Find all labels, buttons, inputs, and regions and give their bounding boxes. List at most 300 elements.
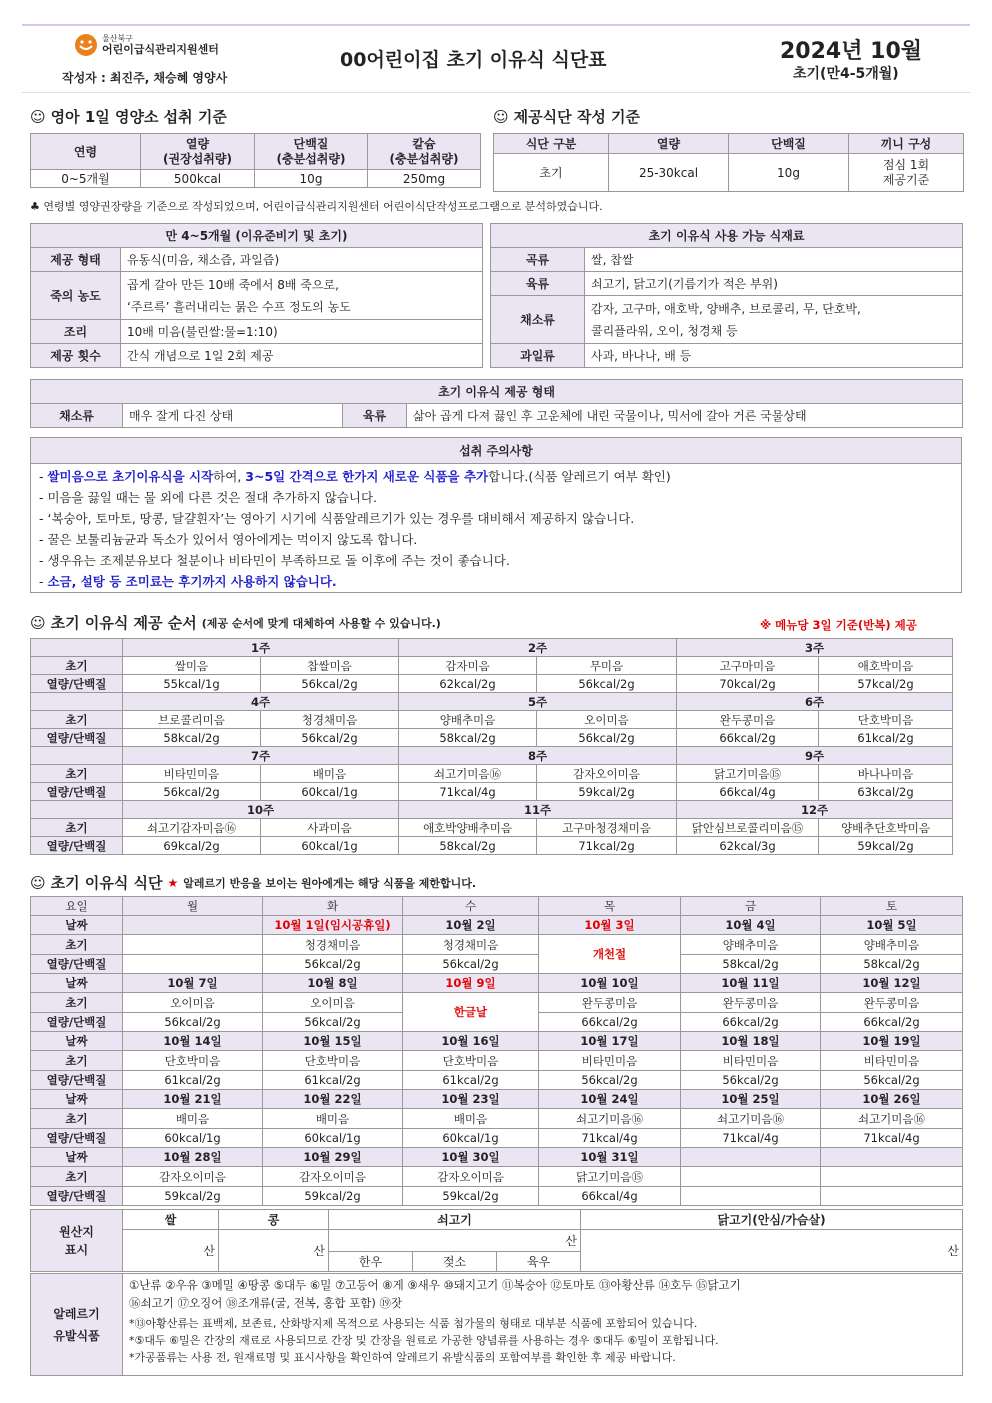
menu-date-row	[31, 1032, 963, 1051]
order-kcal-row	[31, 783, 953, 801]
order-menu: 애호박미음	[819, 657, 953, 675]
order-kcal: 60kcal/1g	[261, 783, 399, 801]
menu-food: 쇠고기미음⑯	[681, 1109, 821, 1129]
order-row-label: 초기	[31, 819, 123, 837]
header-top-line	[22, 24, 970, 26]
menu-date-row	[31, 974, 963, 993]
menu-day-header: 요일	[31, 897, 123, 916]
menu-food: 감자오이미음	[123, 1167, 263, 1187]
provided-table	[493, 133, 963, 192]
menu-date-row	[31, 1090, 963, 1109]
order-menu: 완두콩미음	[677, 711, 819, 729]
origin-beef-label: 쇠고기	[329, 1210, 581, 1230]
order-menu: 찹쌀미음	[261, 657, 399, 675]
menu-food: 완두콩미음	[821, 993, 963, 1013]
page-title: 00어린이집 초기 이유식 식단표	[340, 49, 607, 71]
menu-kcal-label: 열량/단백질	[31, 1187, 123, 1206]
order-week-label: 3주	[677, 639, 953, 657]
order-kcal: 69kcal/2g	[123, 837, 261, 855]
caution-2: 미음을 끓일 때는 물 외에 다른 것은 절대 추가하지 않습니다.	[47, 490, 378, 505]
menu-food: 오이미음	[123, 993, 263, 1013]
menu-date: 10월 10일	[539, 974, 681, 993]
order-menu: 고구마미음	[677, 657, 819, 675]
menu-date: 10월 17일	[539, 1032, 681, 1051]
allergy-label: 알레르기 유발식품	[31, 1274, 123, 1376]
order-row-label: 열량/단백질	[31, 837, 123, 855]
menu-food-label: 초기	[31, 935, 123, 955]
order-week-row	[31, 693, 953, 711]
menu-kcal: 58kcal/2g	[821, 955, 963, 974]
provided-section-heading	[493, 106, 640, 127]
menu-date: 10월 8일	[263, 974, 403, 993]
nutrition-energy: 500kcal	[141, 170, 255, 188]
menu-food-label: 초기	[31, 1109, 123, 1129]
menu-date: 10월 16일	[403, 1032, 539, 1051]
order-week-label: 10주	[123, 801, 399, 819]
form-table	[30, 379, 962, 428]
origin-table	[30, 1209, 962, 1272]
menu-food-row	[31, 1167, 963, 1187]
prep-title: 만 4~5개월 (이유준비기 및 초기)	[31, 224, 483, 248]
order-kcal: 71kcal/4g	[399, 783, 537, 801]
menu-title: 초기 이유식 식단	[50, 874, 163, 892]
caution-item-2: - 미음을 끓일 때는 물 외에 다른 것은 절대 추가하지 않습니다.	[39, 490, 378, 505]
menu-kcal-row	[31, 1071, 963, 1090]
menu-food: 쇠고기미음⑯	[821, 1109, 963, 1129]
menu-kcal: 56kcal/2g	[403, 955, 539, 974]
menu-date: 10월 30일	[403, 1148, 539, 1167]
caution-1b: 하여,	[213, 469, 246, 484]
order-kcal: 66kcal/4g	[677, 783, 819, 801]
order-blank-cell	[31, 747, 123, 765]
nutrition-header-age: 연령	[31, 134, 141, 170]
menu-kcal-label: 열량/단백질	[31, 1013, 123, 1032]
order-menu-row	[31, 765, 953, 783]
menu-kcal: 61kcal/2g	[263, 1071, 403, 1090]
order-kcal: 56kcal/2g	[261, 729, 399, 747]
menu-date: 10월 12일	[821, 974, 963, 993]
order-kcal: 71kcal/2g	[537, 837, 677, 855]
menu-day-row	[31, 897, 963, 916]
menu-food-row	[31, 935, 963, 955]
order-menu-row	[31, 819, 953, 837]
menu-kcal: 61kcal/2g	[403, 1071, 539, 1090]
menu-food-label: 초기	[31, 1051, 123, 1071]
menu-food: 비타민미음	[681, 1051, 821, 1071]
menu-food: 청경채미음	[403, 935, 539, 955]
origin-yukwoo: 육우	[497, 1252, 581, 1272]
caution-list	[31, 464, 961, 594]
caution-title: 섭취 주의사항	[31, 438, 961, 464]
smile-icon: ☺	[30, 873, 46, 892]
menu-kcal: 71kcal/4g	[821, 1129, 963, 1148]
order-week-label: 7주	[123, 747, 399, 765]
order-kcal: 70kcal/2g	[677, 675, 819, 693]
order-sub: (제공 순서에 맞게 대체하여 사용할 수 있습니다.)	[201, 616, 441, 630]
caution-item-1: - 쌀미음으로 초기이유식을 시작하여, 3~5일 간격으로 한가지 새로운 식품을 추가합니다.(식품 알레르기 여부 확인)	[39, 469, 671, 484]
ingredients-veg: 감자, 고구마, 애호박, 양배추, 브로콜리, 무, 단호박, 콜리플라워, 오이, 청경채 등	[585, 296, 963, 344]
menu-kcal: 60kcal/1g	[263, 1129, 403, 1148]
order-menu: 양배추단호박미음	[819, 819, 953, 837]
menu-food: 청경채미음	[263, 935, 403, 955]
menu-food-label: 초기	[31, 1167, 123, 1187]
menu-date: 10월 26일	[821, 1090, 963, 1109]
menu-food	[681, 1167, 821, 1187]
menu-food: 배미음	[123, 1109, 263, 1129]
nutrition-protein: 10g	[255, 170, 368, 188]
prep-value-form: 유동식(미음, 채소즙, 과일즙)	[121, 248, 483, 272]
menu-date-label: 날짜	[31, 1090, 123, 1109]
menu-date-label: 날짜	[31, 974, 123, 993]
order-kcal: 56kcal/2g	[123, 783, 261, 801]
order-kcal-row	[31, 675, 953, 693]
menu-date-label: 날짜	[31, 916, 123, 935]
menu-kcal: 59kcal/2g	[403, 1187, 539, 1206]
form-veg-label: 채소류	[31, 404, 123, 428]
order-menu: 바나나미음	[819, 765, 953, 783]
menu-kcal: 71kcal/4g	[681, 1129, 821, 1148]
order-menu: 고구마청경채미음	[537, 819, 677, 837]
menu-food: 단호박미음	[123, 1051, 263, 1071]
order-body	[31, 639, 953, 855]
prep-label-form: 제공 형태	[31, 248, 121, 272]
form-veg: 매우 잘게 다진 상태	[123, 404, 343, 428]
order-kcal: 56kcal/2g	[537, 729, 677, 747]
standard-note	[30, 198, 603, 214]
nutrition-header-calcium: 칼슘 (충분섭취량)	[368, 134, 481, 170]
menu-kcal: 71kcal/4g	[539, 1129, 681, 1148]
nutrition-header-protein: 단백질 (충분섭취량)	[255, 134, 368, 170]
menu-kcal: 60kcal/1g	[123, 1129, 263, 1148]
header-bottom-line	[22, 92, 970, 93]
order-menu: 브로콜리미음	[123, 711, 261, 729]
order-kcal: 61kcal/2g	[819, 729, 953, 747]
menu-food: 단호박미음	[263, 1051, 403, 1071]
smile-icon: ☺	[493, 107, 509, 126]
menu-food-row	[31, 1109, 963, 1129]
menu-kcal: 56kcal/2g	[123, 1013, 263, 1032]
menu-date	[821, 1148, 963, 1167]
order-week-label: 8주	[399, 747, 677, 765]
order-note: ※ 메뉴당 3일 기준(반복) 제공	[760, 618, 917, 632]
origin-rice-label: 쌀	[123, 1210, 219, 1230]
menu-kcal: 59kcal/2g	[263, 1187, 403, 1206]
caution-3: ‘복숭아, 토마토, 땅콩, 달걀흰자’는 영아기 시기에 식품알레르기가 있는 경우를 대비해서 제공하지 않습니다.	[47, 511, 635, 526]
order-kcal: 57kcal/2g	[819, 675, 953, 693]
order-kcal: 62kcal/2g	[399, 675, 537, 693]
prep-table	[30, 223, 482, 368]
order-menu: 양배추미음	[399, 711, 537, 729]
menu-food: 감자오이미음	[263, 1167, 403, 1187]
form-title: 초기 이유식 제공 형태	[31, 380, 963, 404]
order-week-row	[31, 639, 953, 657]
menu-food: 비타민미음	[539, 1051, 681, 1071]
menu-date: 10월 7일	[123, 974, 263, 993]
order-row-label: 열량/단백질	[31, 729, 123, 747]
order-kcal-row	[31, 729, 953, 747]
order-menu: 닭고기미음⑮	[677, 765, 819, 783]
menu-date: 10월 14일	[123, 1032, 263, 1051]
order-week-label: 9주	[677, 747, 953, 765]
menu-kcal: 61kcal/2g	[123, 1071, 263, 1090]
order-menu-row	[31, 711, 953, 729]
smile-icon: ☺	[30, 107, 46, 126]
menu-date: 10월 1일(임시공휴일)	[263, 916, 403, 935]
menu-holiday: 한글날	[403, 993, 539, 1032]
order-kcal: 58kcal/2g	[399, 837, 537, 855]
order-row-label: 초기	[31, 711, 123, 729]
order-menu: 무미음	[537, 657, 677, 675]
order-kcal: 59kcal/2g	[537, 783, 677, 801]
menu-kcal	[681, 1187, 821, 1206]
order-kcal: 55kcal/1g	[123, 675, 261, 693]
allergy-content	[123, 1274, 963, 1376]
caution-6: 소금, 설탕 등 조미료는 후기까지 사용하지 않습니다.	[47, 574, 337, 589]
nutrition-calcium: 250mg	[368, 170, 481, 188]
menu-kcal: 56kcal/2g	[539, 1071, 681, 1090]
origin-chicken-label: 닭고기(안심/가슴살)	[581, 1210, 963, 1230]
order-kcal: 59kcal/2g	[819, 837, 953, 855]
order-week-label: 1주	[123, 639, 399, 657]
provided-header-meal: 끼니 구성	[849, 134, 964, 154]
menu-date: 10월 5일	[821, 916, 963, 935]
menu-date-row	[31, 1148, 963, 1167]
order-week-label: 5주	[399, 693, 677, 711]
order-menu: 닭안심브로콜리미음⑮	[677, 819, 819, 837]
nutrition-title: 영아 1일 영양소 섭취 기준	[50, 108, 227, 126]
club-icon: ♣	[30, 200, 44, 213]
menu-date: 10월 2일	[403, 916, 539, 935]
menu-date: 10월 24일	[539, 1090, 681, 1109]
provided-meal: 점심 1회 제공기준	[849, 154, 964, 192]
ingredients-label-grain: 곡류	[491, 248, 585, 272]
order-week-row	[31, 801, 953, 819]
nutrition-age: 0~5개월	[31, 170, 141, 188]
menu-date: 10월 19일	[821, 1032, 963, 1051]
provided-header-energy: 열량	[609, 134, 729, 154]
order-row-label: 초기	[31, 765, 123, 783]
origin-rice-value: 산	[123, 1230, 219, 1272]
order-week-row	[31, 747, 953, 765]
order-menu: 쇠고기감자미음⑯	[123, 819, 261, 837]
menu-date: 10월 9일	[403, 974, 539, 993]
smile-icon: ☺	[30, 613, 46, 632]
menu-table	[30, 896, 962, 1206]
order-menu: 청경채미음	[261, 711, 399, 729]
menu-date: 10월 21일	[123, 1090, 263, 1109]
menu-food: 단호박미음	[403, 1051, 539, 1071]
menu-kcal: 56kcal/2g	[821, 1071, 963, 1090]
nutrition-table	[30, 133, 480, 188]
menu-food: 배미음	[403, 1109, 539, 1129]
order-heading	[30, 612, 441, 633]
menu-kcal: 59kcal/2g	[123, 1187, 263, 1206]
menu-date: 10월 25일	[681, 1090, 821, 1109]
caution-item-5: - 생우유는 조제분유보다 철분이나 비타민이 부족하므로 돌 이후에 주는 것이 좋습니다.	[39, 553, 510, 568]
allergy-note-2: *⑤대두 ⑥밀은 간장의 재료로 사용되므로 간장 및 간장을 원료로 가공한 양념류를 사용하는 경우 ⑤대두 ⑥밀이 포함됩니다.	[129, 1334, 719, 1347]
order-week-label: 12주	[677, 801, 953, 819]
order-kcal: 58kcal/2g	[123, 729, 261, 747]
order-kcal: 58kcal/2g	[399, 729, 537, 747]
menu-date	[681, 1148, 821, 1167]
menu-food-row	[31, 1051, 963, 1071]
allergy-note-3: *가공품류는 사용 전, 원재료명 및 표시사항을 확인하여 알레르기 유발식품의 포함여부를 확인한 후 제공 바랍니다.	[129, 1351, 676, 1364]
menu-kcal-row	[31, 955, 963, 974]
menu-date	[123, 916, 263, 935]
menu-date: 10월 28일	[123, 1148, 263, 1167]
menu-date: 10월 18일	[681, 1032, 821, 1051]
menu-date-label: 날짜	[31, 1148, 123, 1167]
order-table	[30, 638, 952, 855]
form-meat: 삶아 곱게 다져 끓인 후 고운체에 내린 국물이나, 믹서에 갈아 거른 국물상태	[407, 404, 963, 428]
nutrition-section-heading	[30, 106, 227, 127]
order-kcal: 60kcal/1g	[261, 837, 399, 855]
menu-food: 양배추미음	[681, 935, 821, 955]
menu-date: 10월 29일	[263, 1148, 403, 1167]
menu-kcal-label: 열량/단백질	[31, 1071, 123, 1090]
menu-day-header: 금	[681, 897, 821, 916]
menu-kcal	[821, 1187, 963, 1206]
menu-kcal-label: 열량/단백질	[31, 955, 123, 974]
order-week-label: 6주	[677, 693, 953, 711]
prep-label-cooking: 조리	[31, 320, 121, 344]
order-kcal: 56kcal/2g	[537, 675, 677, 693]
standard-note-text: 연령별 영양권장량을 기준으로 작성되었으며, 어린이급식관리지원센터 어린이식단작성프로그램으로 분석하였습니다.	[43, 200, 603, 213]
menu-food: 감자오이미음	[403, 1167, 539, 1187]
menu-day-header: 목	[539, 897, 681, 916]
menu-food: 닭고기미음⑮	[539, 1167, 681, 1187]
order-row-label: 열량/단백질	[31, 783, 123, 801]
menu-kcal: 58kcal/2g	[681, 955, 821, 974]
order-menu: 감자오이미음	[537, 765, 677, 783]
caution-item-3: - ‘복숭아, 토마토, 땅콩, 달걀흰자’는 영아기 시기에 식품알레르기가 있는 경우를 대비해서 제공하지 않습니다.	[39, 511, 635, 526]
star-icon: ★	[167, 875, 179, 890]
ingredients-fruit: 사과, 바나나, 배 등	[585, 344, 963, 368]
order-menu: 단호박미음	[819, 711, 953, 729]
menu-kcal: 66kcal/2g	[821, 1013, 963, 1032]
menu-food: 비타민미음	[821, 1051, 963, 1071]
order-menu: 비타민미음	[123, 765, 261, 783]
order-kcal: 63kcal/2g	[819, 783, 953, 801]
menu-food: 양배추미음	[821, 935, 963, 955]
order-menu: 오이미음	[537, 711, 677, 729]
menu-date: 10월 3일	[539, 916, 681, 935]
order-menu: 쇠고기미음⑯	[399, 765, 537, 783]
author: 작성자 : 최진주, 채승혜 영양사	[62, 71, 228, 85]
menu-food: 배미음	[263, 1109, 403, 1129]
menu-food: 완두콩미음	[539, 993, 681, 1013]
caution-4: 꿀은 보툴리늄균과 독소가 있어서 영아에게는 먹이지 않도록 합니다.	[47, 532, 418, 547]
menu-heading	[30, 872, 476, 893]
origin-chicken-value: 산	[581, 1230, 963, 1272]
origin-bean-value: 산	[219, 1230, 329, 1272]
menu-kcal: 66kcal/2g	[539, 1013, 681, 1032]
order-week-label: 11주	[399, 801, 677, 819]
caution-5: 생우유는 조제분유보다 철분이나 비타민이 부족하므로 돌 이후에 주는 것이 좋습니다.	[47, 553, 510, 568]
menu-food: 쇠고기미음⑯	[539, 1109, 681, 1129]
origin-bean-label: 콩	[219, 1210, 329, 1230]
order-menu: 애호박양배추미음	[399, 819, 537, 837]
caution-1a: 쌀미음으로 초기이유식을 시작	[47, 469, 214, 484]
provided-type: 초기	[494, 154, 609, 192]
menu-holiday: 개천절	[539, 935, 681, 974]
logo-center-name: 어린이급식관리지원센터	[102, 43, 219, 56]
caution-item-6: - 소금, 설탕 등 조미료는 후기까지 사용하지 않습니다.	[39, 574, 337, 589]
allergy-table	[30, 1273, 962, 1376]
menu-food-label: 초기	[31, 993, 123, 1013]
menu-kcal-row	[31, 1187, 963, 1206]
order-menu: 쌀미음	[123, 657, 261, 675]
menu-kcal	[123, 955, 263, 974]
menu-food	[821, 1167, 963, 1187]
prep-value-frequency: 간식 개념으로 1일 2회 제공	[121, 344, 483, 368]
ingredients-meat: 쇠고기, 닭고기(기름기가 적은 부위)	[585, 272, 963, 296]
caution-item-4: - 꿀은 보툴리늄균과 독소가 있어서 영아에게는 먹이지 않도록 합니다.	[39, 532, 418, 547]
order-week-label: 2주	[399, 639, 677, 657]
caution-1d: 합니다.(식품 알레르기 여부 확인)	[488, 469, 671, 484]
order-blank-cell	[31, 693, 123, 711]
menu-date: 10월 11일	[681, 974, 821, 993]
smile-logo-icon	[74, 33, 98, 57]
menu-kcal: 56kcal/2g	[263, 1013, 403, 1032]
menu-kcal: 56kcal/2g	[681, 1071, 821, 1090]
allergy-list-1: ①난류 ②우유 ③메밀 ④땅콩 ⑤대두 ⑥밀 ⑦고등어 ⑧게 ⑨새우 ⑩돼지고기 ⑪복숭아 ⑫토마토 ⑬아황산류 ⑭호두 ⑮닭고기	[129, 1278, 741, 1292]
logo	[74, 33, 219, 57]
order-kcal-row	[31, 837, 953, 855]
ingredients-grain: 쌀, 찹쌀	[585, 248, 963, 272]
order-menu: 감자미음	[399, 657, 537, 675]
ingredients-label-fruit: 과일류	[491, 344, 585, 368]
menu-kcal: 56kcal/2g	[263, 955, 403, 974]
order-menu: 사과미음	[261, 819, 399, 837]
provided-protein: 10g	[729, 154, 849, 192]
provided-energy: 25-30kcal	[609, 154, 729, 192]
menu-day-header: 월	[123, 897, 263, 916]
menu-sub: 알레르기 반응을 보이는 원아에게는 해당 식품을 제한합니다.	[183, 876, 477, 890]
menu-day-header: 화	[263, 897, 403, 916]
allergy-list-2: ⑯쇠고기 ⑰오징어 ⑱조개류(굴, 전복, 홍합 포함) ⑲잣	[129, 1296, 403, 1310]
provided-title: 제공식단 작성 기준	[513, 108, 641, 126]
nutrition-header-energy: 열량 (권장섭취량)	[141, 134, 255, 170]
order-blank-cell	[31, 801, 123, 819]
order-row-label: 열량/단백질	[31, 675, 123, 693]
header-date: 2024년 10월	[780, 39, 923, 64]
menu-kcal-row	[31, 1129, 963, 1148]
menu-food: 완두콩미음	[681, 993, 821, 1013]
prep-label-frequency: 제공 횟수	[31, 344, 121, 368]
menu-date-label: 날짜	[31, 1032, 123, 1051]
menu-date: 10월 31일	[539, 1148, 681, 1167]
menu-date-row	[31, 916, 963, 935]
prep-label-consistency: 죽의 농도	[31, 272, 121, 320]
provided-header-protein: 단백질	[729, 134, 849, 154]
order-kcal: 66kcal/2g	[677, 729, 819, 747]
caution-1c: 3~5일 간격으로 한가지 새로운 식품을 추가	[245, 469, 489, 484]
order-menu: 배미음	[261, 765, 399, 783]
ingredients-table	[490, 223, 962, 368]
menu-kcal-label: 열량/단백질	[31, 1129, 123, 1148]
caution-box	[30, 437, 962, 593]
origin-beef-value: 산	[329, 1230, 581, 1252]
menu-kcal: 66kcal/2g	[681, 1013, 821, 1032]
origin-label: 원산지 표시	[31, 1210, 123, 1272]
menu-day-header: 수	[403, 897, 539, 916]
menu-food: 오이미음	[263, 993, 403, 1013]
form-meat-label: 육류	[343, 404, 407, 428]
prep-value-consistency: 곱게 갈아 만든 10배 죽에서 8배 죽으로, ‘주르륵’ 흘러내리는 묽은 수프 정도의 농도	[121, 272, 483, 320]
menu-body	[31, 897, 963, 1206]
order-title: 초기 이유식 제공 순서	[50, 614, 197, 632]
